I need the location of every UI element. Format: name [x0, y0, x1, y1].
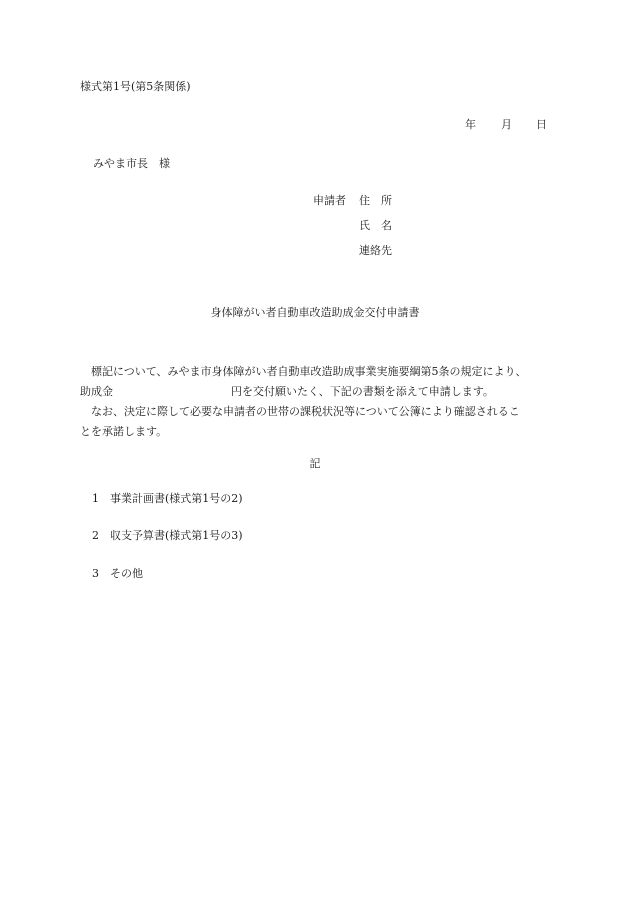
list-item-label: その他 [110, 567, 143, 580]
body-line-2 [80, 382, 550, 402]
date-day-label: 日 [536, 118, 547, 131]
document-title: 身体障がい者自動車改造助成金交付申請書 [210, 306, 420, 319]
list-item [92, 568, 143, 579]
ki-heading: 記 [309, 457, 321, 470]
applicant-address-label: 住 所 [359, 194, 392, 207]
subsidy-amount-prefix: 助成金 [80, 385, 113, 398]
body-line-3: なお、決定に際して必要な申請者の世帯の課税状況等について公簿により確認されるこ [91, 405, 520, 418]
applicant-contact-label: 連絡先 [359, 244, 392, 257]
addressee: みやま市長 様 [93, 157, 170, 170]
subsidy-amount-suffix: 円を交付願いたく、下記の書類を添えて申請します。 [231, 385, 494, 398]
list-item [92, 530, 243, 541]
applicant-label: 申請者 [313, 194, 346, 207]
list-item-number: 2 [92, 529, 99, 542]
date-month-label: 月 [501, 118, 512, 131]
list-item-label: 収支予算書(様式第1号の3) [110, 529, 243, 542]
list-item [92, 493, 243, 504]
applicant-name-label: 氏 名 [359, 219, 392, 232]
list-item-label: 事業計画書(様式第1号の2) [110, 492, 243, 505]
list-item-number: 3 [92, 567, 99, 580]
form-number: 様式第1号(第5条関係) [80, 80, 191, 93]
body-line-1: 標記について、みやま市身体障がい者自動車改造助成事業実施要綱第5条の規定により、 [91, 365, 527, 378]
date-year-label: 年 [465, 118, 476, 131]
application-body [80, 362, 550, 442]
body-line-4: とを承諾します。 [80, 425, 168, 438]
list-item-number: 1 [92, 492, 99, 505]
